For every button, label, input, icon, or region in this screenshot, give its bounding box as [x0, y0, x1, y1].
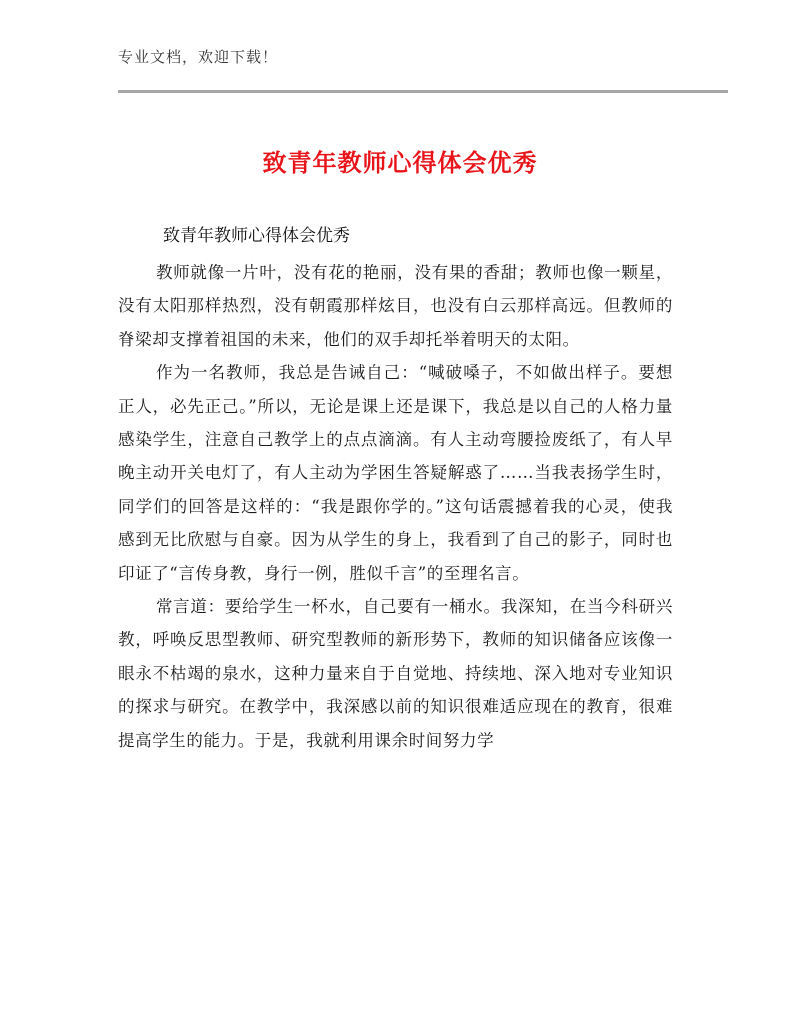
- document-title: 致青年教师心得体会优秀: [262, 149, 538, 177]
- page-header: 专业文档，欢迎下载！: [118, 48, 279, 66]
- header-divider: [118, 90, 728, 93]
- document-subtitle: 致青年教师心得体会优秀: [163, 226, 350, 246]
- paragraph: 教师就像一片叶，没有花的艳丽，没有果的香甜；教师也像一颗星，没有太阳那样热烈，没有朝霞那样炫目，也没有白云那样高远。但教师的脊梁却支撑着祖国的未来，他们的双手却托举着明天的太阳。: [118, 263, 673, 349]
- paragraph: 常言道：要给学生一杯水，自己要有一桶水。我深知，在当今科研兴教，呼唤反思型教师、研究型教师的新形势下，教师的知识储备应该像一眼永不枯竭的泉水，这种力量来自于自觉地、持续地、深入地对专业知识的探求与研究。在教学中，我深感以前的知识很难适应现在的教育，很难提高学生的能力。于是，我就利用课余时间努力学: [118, 597, 673, 750]
- paragraph: 作为一名教师，我总是告诫自己：“喊破嗓子，不如做出样子。要想正人，必先正己。”所以，无论是课上还是课下，我总是以自己的人格力量感染学生，注意自己教学上的点点滴滴。有人主动弯腰捡废纸了，有人早晚主动开关电灯了，有人主动为学困生答疑解惑了……当我表扬学生时，同学们的回答是这样的：“我是跟你学的。”这句话震撼着我的心灵，使我感到无比欣慰与自豪。因为从学生的身上，我看到了自己的影子，同时也印证了“言传身教，身行一例，胜似千言”的至理名言。: [118, 363, 673, 583]
- document-body: [118, 256, 673, 757]
